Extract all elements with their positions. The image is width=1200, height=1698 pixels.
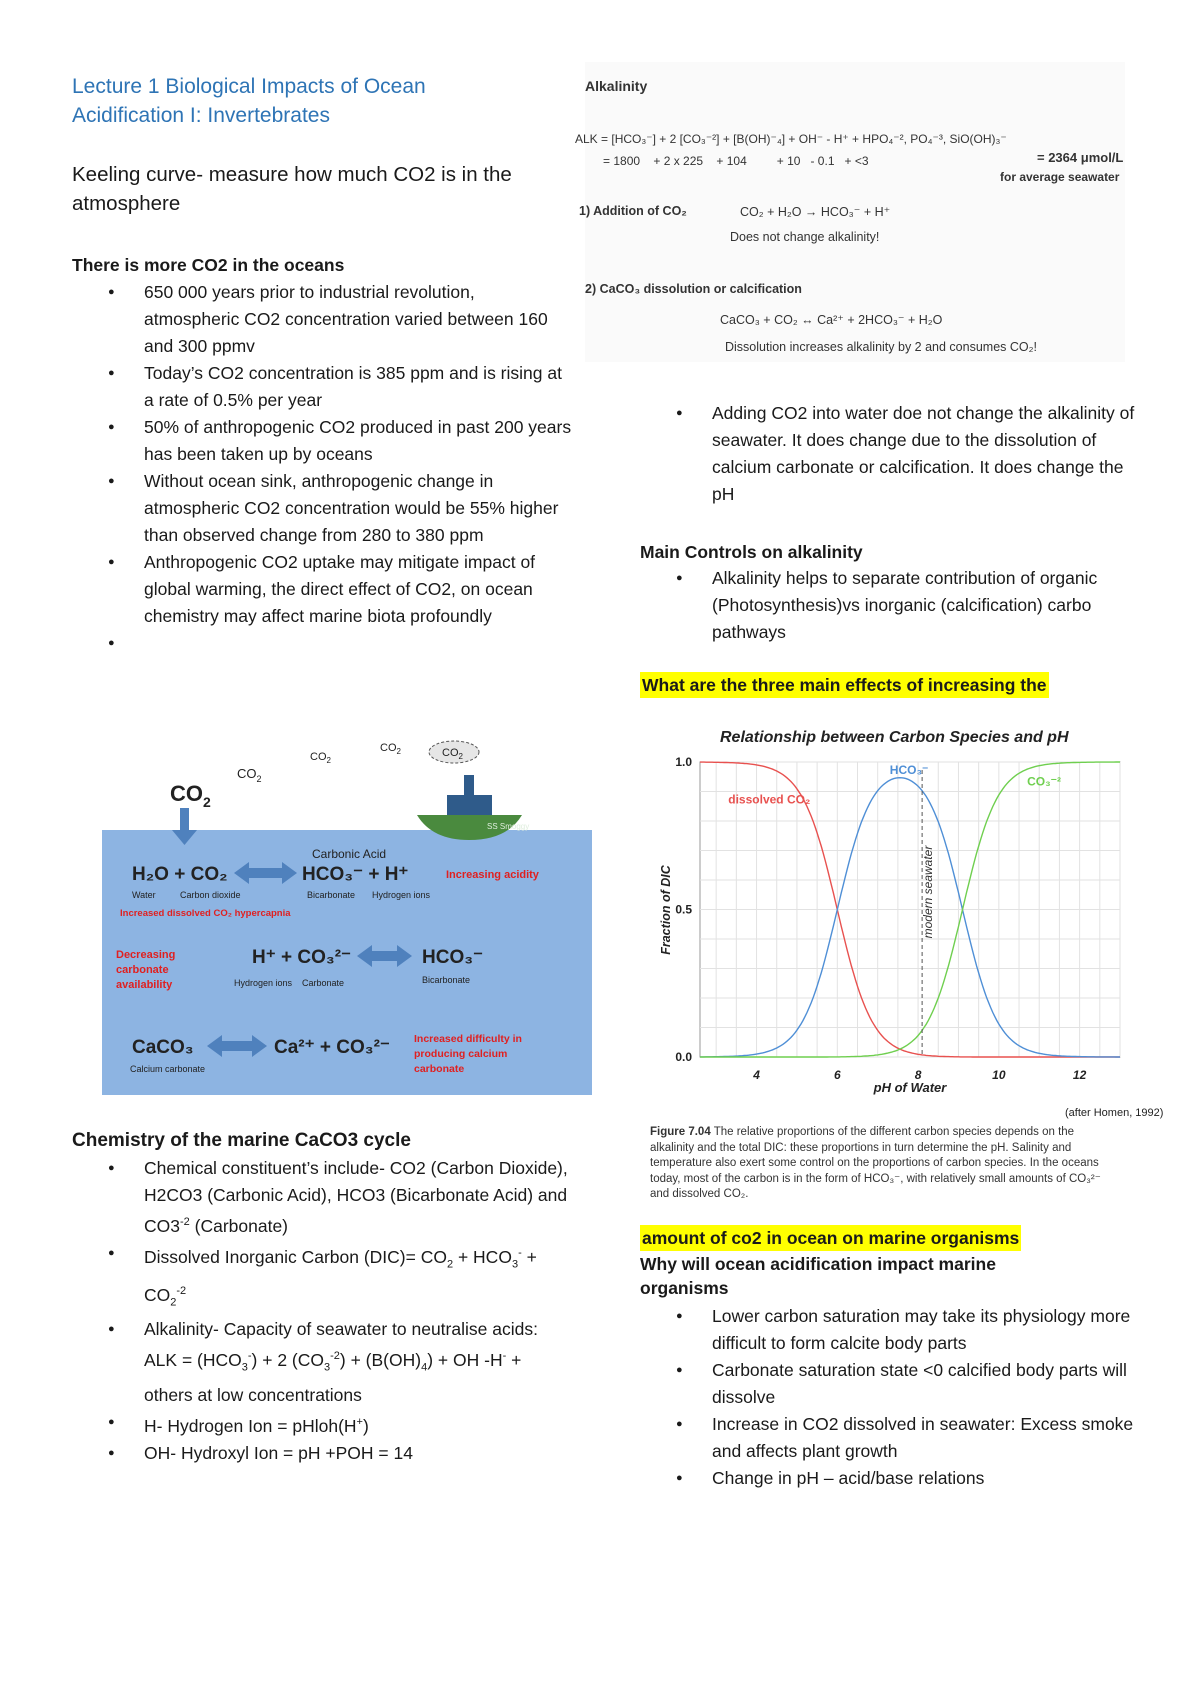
- carbon-species-chart: [650, 720, 1164, 1125]
- alkalinity-equation: ALK = [HCO₃⁻] + 2 [CO₃⁻²] + [B(OH)⁻₄] + OH⁻ - H⁺ + HPO₄⁻², PO₄⁻³, SiO(OH)₃⁻: [575, 132, 1007, 146]
- y-tick-label: 0.5: [675, 902, 692, 917]
- bicarbonate-label-2: Bicarbonate: [422, 975, 471, 985]
- step1-heading: 1) Addition of CO₂: [579, 204, 687, 218]
- y-tick-label: 1.0: [675, 755, 692, 769]
- carbon-dioxide-label: Carbon dioxide: [180, 890, 241, 900]
- carbonic-acid-label: Carbonic Acid: [312, 847, 387, 861]
- decreasing-label: Decreasing: [116, 949, 176, 961]
- chem-heading: Chemistry of the marine CaCO3 cycle: [72, 1130, 411, 1151]
- list-item: ● OH- Hydroxyl Ion = pH +POH = 14: [72, 1440, 572, 1467]
- list-item: ● Chemical constituent’s include- CO2 (Carbon Dioxide), H2CO3 (Carbonic Acid), HCO3 (Bicarbonate Acid) and $CO3^{-2}$ (Carbonate): [72, 1155, 572, 1240]
- x-tick-label: 6: [833, 1068, 841, 1082]
- more-co2-heading: There is more CO2 in the oceans: [72, 255, 345, 275]
- ship-label: SS Smoggy: [487, 822, 530, 831]
- reaction1-left: H₂O + CO₂: [132, 864, 228, 885]
- adding-co2-list: [640, 400, 1140, 508]
- hydrogen-ions-label: Hydrogen ions: [372, 890, 431, 900]
- keeling-line-2: atmosphere: [72, 192, 181, 215]
- increasing-acidity-label: Increasing acidity: [446, 869, 539, 881]
- step1-equation: CO₂ + H₂O → HCO₃⁻ + H⁺: [740, 205, 891, 219]
- hydrogen-ions-label-2: Hydrogen ions: [234, 978, 293, 988]
- list-item: ● 50% of anthropogenic CO2 produced in past 200 years has been taken up by oceans: [72, 414, 572, 468]
- hypercapnia-label: Increased dissolved CO₂ hypercapnia: [120, 908, 291, 919]
- step1-note: Does not change alkalinity!: [730, 230, 880, 244]
- carbonate-label: Carbonate: [302, 978, 345, 988]
- y-tick-label: 0.0: [675, 1050, 692, 1064]
- difficulty-line-3: carbonate: [414, 1063, 465, 1075]
- title-line-2: Acidification I: Invertebrates: [72, 104, 330, 127]
- highlight-question-1: What are the three main effects of increasing the: [640, 672, 1049, 698]
- alkalinity-figure: [575, 62, 1125, 362]
- reaction2-right: HCO₃⁻: [422, 947, 484, 968]
- list-item: ● Today’s CO2 concentration is 385 ppm and is rising at a rate of 0.5% per year: [72, 360, 572, 414]
- list-item: ● Carbonate saturation state <0 calcified body parts will dissolve: [640, 1357, 1140, 1411]
- chart-source: (after Homen, 1992): [1065, 1107, 1164, 1119]
- step2-heading: 2) CaCO₃ dissolution or calcification: [585, 282, 802, 296]
- difficulty-line-2: producing calcium: [414, 1048, 508, 1060]
- title-line-1: Lecture 1 Biological Impacts of Ocean: [72, 75, 426, 98]
- calcium-carbonate-label: Calcium carbonate: [130, 1064, 206, 1074]
- figure-caption: Figure 7.04 The relative proportions of the different carbon species depends on the alkalinity and the total DIC: these proportions in turn determine the pH. Salinity and temperature also exert some control on the proportions of carbon species. In the oceans today, most of the carbon is in the form of HCO₃⁻, with relatively small amounts of CO₃²⁻ and dissolved CO₂.: [650, 1126, 1101, 1200]
- series-label-dissolved-co2: dissolved CO₂: [728, 792, 811, 807]
- why-heading: Why will ocean acidification impact marine organisms: [640, 1254, 996, 1298]
- why-bullet-list: [640, 1303, 1140, 1492]
- keeling-line-1: Keeling curve- measure how much CO2 is in the: [72, 163, 512, 186]
- x-tick-label: 8: [914, 1068, 922, 1082]
- series-label-hco3: HCO₃⁻: [889, 762, 929, 777]
- list-item: [72, 630, 572, 657]
- co2-large-label: $CO_2$: [170, 781, 211, 810]
- reaction3-left: CaCO₃: [132, 1037, 194, 1058]
- difficulty-line-1: Increased difficulty in: [414, 1033, 522, 1045]
- list-item: ● Anthropogenic CO2 uptake may mitigate impact of global warming, the direct effect of CO2, on ocean chemistry may affect marine biota profoundly: [72, 549, 572, 630]
- co2-smoke-label: $CO_2$: [442, 747, 463, 761]
- lecture-title: [72, 72, 572, 130]
- co2-floating-3: $CO_2$: [380, 742, 401, 756]
- co2-bullet-list: [72, 279, 572, 657]
- y-axis-label: Fraction of DIC: [659, 865, 673, 955]
- list-item: ● Adding CO2 into water doe not change the alkalinity of seawater. It does change due to the dissolution of calcium carbonate or calcification. It does change the pH: [640, 400, 1140, 508]
- x-tick-label: 4: [753, 1068, 760, 1082]
- step2-note: Dissolution increases alkalinity by 2 and consumes CO₂!: [725, 340, 1037, 354]
- carbonate-word-label: carbonate: [116, 964, 169, 976]
- list-item: ● Without ocean sink, anthropogenic change in atmospheric CO2 concentration would be 55% higher than observed change from 280 to 380 ppm: [72, 468, 572, 549]
- chart-title: Relationship between Carbon Species and pH: [720, 729, 1069, 746]
- step2-equation: CaCO₃ + CO₂ ↔ Ca²⁺ + 2HCO₃⁻ + H₂O: [720, 313, 943, 327]
- co2-floating-2: $CO_2$: [310, 751, 331, 765]
- x-tick-label: 12: [1072, 1068, 1087, 1082]
- availability-label: availability: [116, 979, 173, 991]
- x-axis-label: pH of Water: [873, 1080, 947, 1095]
- alkalinity-values: = 1800 + 2 x 225 + 104 + 10 - 0.1 + <3: [603, 154, 869, 168]
- chem-bullet-list: [72, 1155, 572, 1467]
- arrow-shaft: [180, 808, 189, 830]
- main-controls-list: [640, 565, 1140, 646]
- list-item: ● Dissolved Inorganic Carbon $(DIC)= CO_2 + HCO_3^- + CO_2^{-2}$: [72, 1240, 572, 1317]
- list-item: ● Alkalinity- Capacity of seawater to neutralise acids: ALK = $(HCO_3^-) + 2$ $(CO_3^{-2}) + (B(OH)_4)$ + OH -H- + others at low concentrations: [72, 1316, 572, 1408]
- list-item: ● Increase in CO2 dissolved in seawater: Excess smoke and affects plant growth: [640, 1411, 1140, 1465]
- keeling-paragraph: [72, 160, 592, 218]
- alkalinity-result-sub: for average seawater: [1000, 170, 1120, 184]
- modern-seawater-annotation: modern seawater: [921, 845, 936, 939]
- list-item: ● H- Hydrogen Ion = pHloh(H+): [72, 1409, 572, 1440]
- co2-floating-1: $CO_2$: [237, 766, 262, 784]
- ship-cabin: [447, 795, 492, 815]
- bicarbonate-label: Bicarbonate: [307, 890, 356, 900]
- list-item: ● Alkalinity helps to separate contribution of organic (Photosynthesis)vs inorganic (calcification) carbo pathways: [640, 565, 1140, 646]
- x-tick-label: 10: [992, 1068, 1006, 1082]
- list-item: ● Lower carbon saturation may take its physiology more difficult to form calcite body parts: [640, 1303, 1140, 1357]
- series-label-co3: CO₃⁻²: [1027, 774, 1062, 789]
- list-item: ● 650 000 years prior to industrial revolution, atmospheric CO2 concentration varied between 160 and 300 ppmv: [72, 279, 572, 360]
- ocean-acidification-diagram: [102, 730, 592, 1095]
- reaction1-right: HCO₃⁻ + H⁺: [302, 864, 409, 885]
- reaction2-left: H⁺ + CO₃²⁻: [252, 947, 352, 968]
- water-label: Water: [132, 890, 156, 900]
- list-item: ● Change in pH – acid/base relations: [640, 1465, 1140, 1492]
- alkalinity-result: = 2364 μmol/L: [1037, 150, 1124, 165]
- alkalinity-title: Alkalinity: [585, 78, 648, 94]
- main-controls-heading: Main Controls on alkalinity: [640, 542, 863, 562]
- reaction3-right: Ca²⁺ + CO₃²⁻: [274, 1037, 390, 1058]
- highlight-question-2: amount of co2 in ocean on marine organisms: [640, 1225, 1021, 1251]
